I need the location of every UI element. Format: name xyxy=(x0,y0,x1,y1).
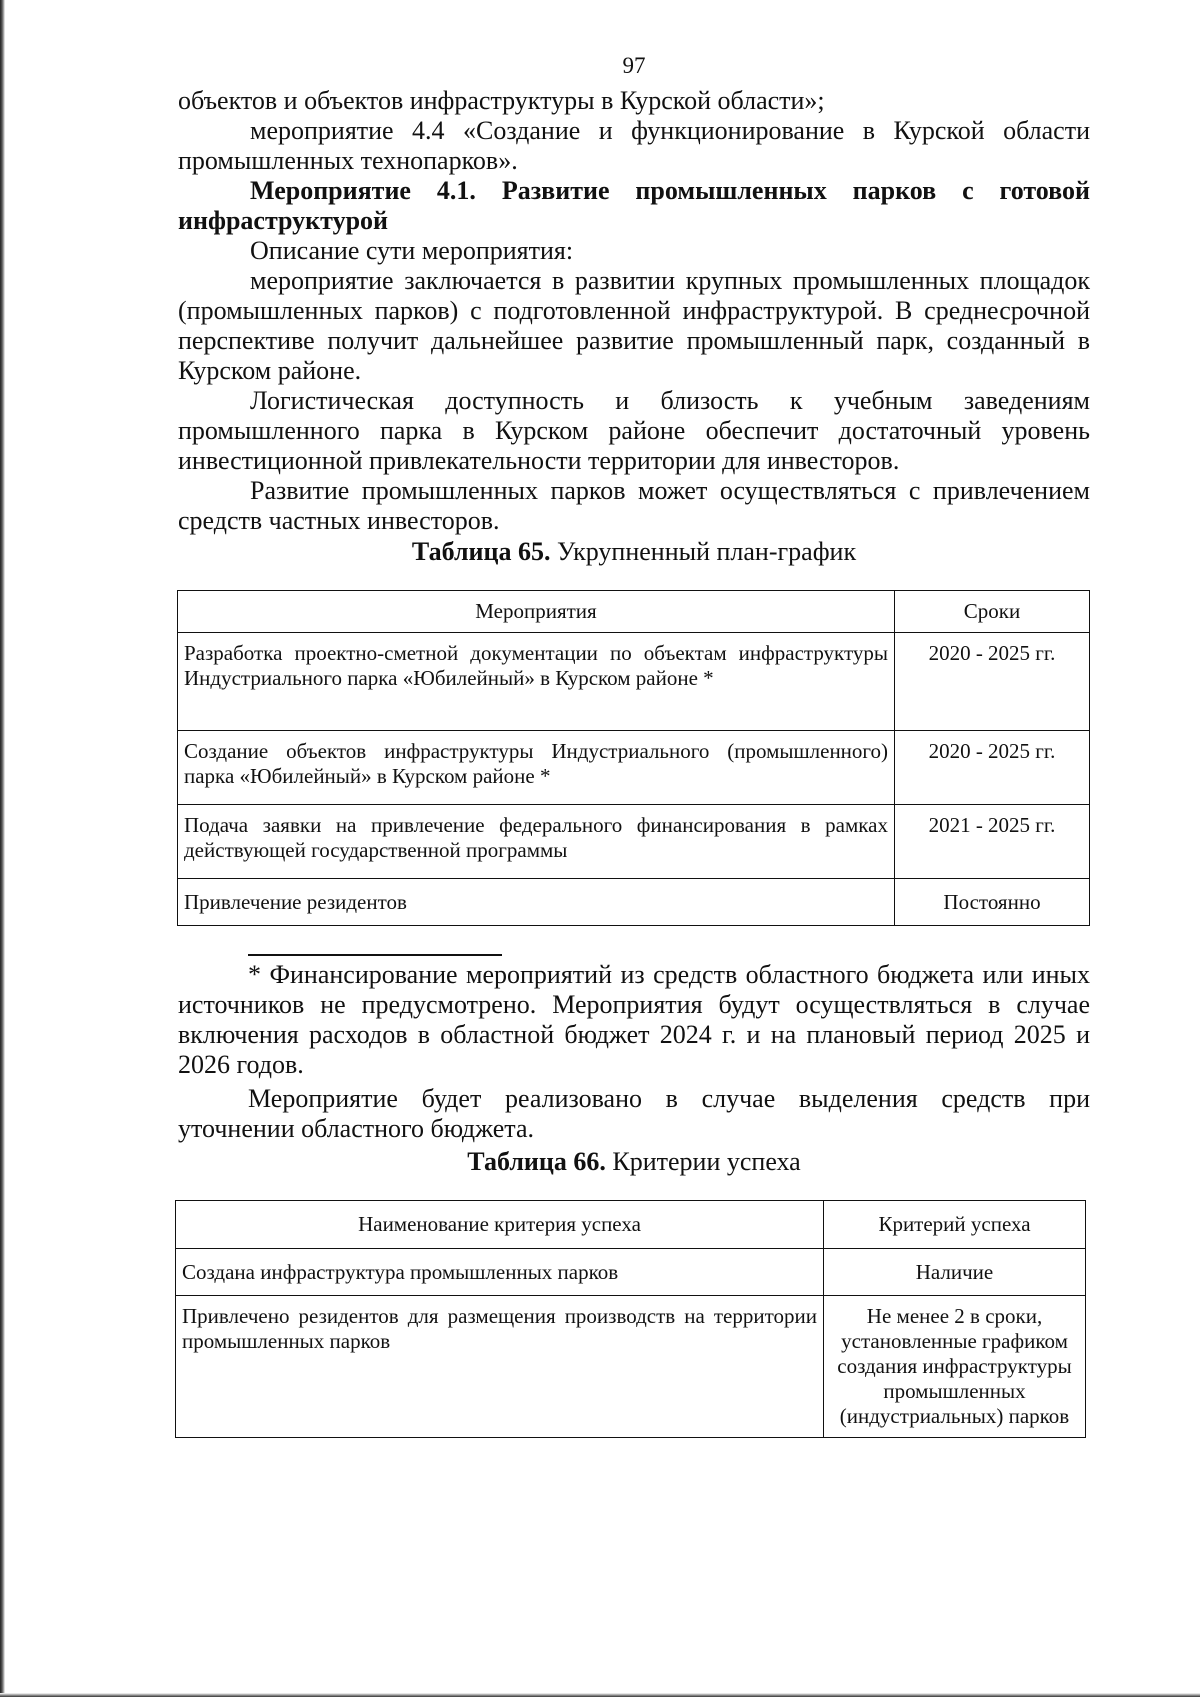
table-cell: Привлечение резидентов xyxy=(178,879,895,926)
table-row xyxy=(178,633,1090,731)
paragraph: Логистическая доступность и близость к учебным заведениям промышленного парка в Курском районе обеспечит достаточный уровень инвестиционной привлекательности территории для инвесторов. xyxy=(178,386,1090,475)
table-header-row xyxy=(178,591,1090,633)
paragraph: Описание сути мероприятия: xyxy=(250,236,574,265)
table-header-cell: Сроки xyxy=(895,591,1090,633)
table-66 xyxy=(175,1200,1086,1438)
section-heading: Мероприятие 4.1. Развитие промышленных парков с готовой инфраструктурой xyxy=(178,176,1090,235)
paragraph: Мероприятие будет реализовано в случае выделения средств при уточнении областного бюджета. xyxy=(178,1084,1090,1143)
table-header-cell: Критерий успеха xyxy=(824,1201,1086,1249)
table-cell: Наличие xyxy=(824,1249,1086,1296)
table-66-caption-title: Критерии успеха xyxy=(605,1147,801,1176)
table-row xyxy=(176,1249,1086,1296)
document-page xyxy=(178,46,1090,1438)
body-text-top xyxy=(178,86,1090,536)
table-row xyxy=(176,1296,1086,1438)
table-row xyxy=(178,805,1090,879)
table-cell: Создание объектов инфраструктуры Индустриального (промышленного) парка «Юбилейный» в Курском районе * xyxy=(178,731,895,805)
table-66-caption xyxy=(178,1146,1090,1178)
table-cell: Подача заявки на привлечение федерального финансирования в рамках действующей государственной программы xyxy=(178,805,895,879)
paragraph: мероприятие заключается в развитии крупных промышленных площадок (промышленных парков) с подготовленной инфраструктурой. В среднесрочной перспективе получит дальнейшее развитие промышленный парк, созданный в Курском районе. xyxy=(178,266,1090,385)
table-cell: Постоянно xyxy=(895,879,1090,926)
table-cell: Разработка проектно-сметной документации по объектам инфраструктуры Индустриального парка «Юбилейный» в Курском районе * xyxy=(178,633,895,731)
table-65-caption-number: Таблица 65. xyxy=(411,537,551,566)
table-header-row xyxy=(176,1201,1086,1249)
table-header-cell: Мероприятия xyxy=(178,591,895,633)
table-65 xyxy=(177,590,1090,926)
table-cell: Не менее 2 в сроки, установленные графиком создания инфраструктуры промышленных (индустриальных) парков xyxy=(824,1296,1086,1438)
footnote: * Финансирование мероприятий из средств областного бюджета или иных источников не предусмотрено. Мероприятия будут осуществляться в случае включения расходов в областной бюджет 2024 г. и на плановый период 2025 и 2026 годов. xyxy=(178,960,1090,1079)
table-cell: 2020 - 2025 гг. xyxy=(895,731,1090,805)
paragraph: объектов и объектов инфраструктуры в Курской области»; xyxy=(178,86,825,115)
table-cell: 2020 - 2025 гг. xyxy=(895,633,1090,731)
table-row xyxy=(178,731,1090,805)
table-header-cell: Наименование критерия успеха xyxy=(176,1201,824,1249)
footnote-rule xyxy=(248,954,502,956)
table-cell: 2021 - 2025 гг. xyxy=(895,805,1090,879)
paragraph: Развитие промышленных парков может осуществляться с привлечением средств частных инвесторов. xyxy=(178,476,1090,535)
scan-edge-left xyxy=(0,0,5,1697)
table-65-caption xyxy=(178,536,1090,568)
table-row xyxy=(178,879,1090,926)
table-66-caption-number: Таблица 66. xyxy=(467,1147,606,1176)
table-cell: Создана инфраструктура промышленных парков xyxy=(176,1249,824,1296)
paragraph: мероприятие 4.4 «Создание и функционирование в Курской области промышленных технопарков». xyxy=(178,116,1090,175)
table-65-caption-title: Укрупненный план-график xyxy=(550,537,857,566)
scan-edge-bottom xyxy=(0,1693,1200,1697)
table-cell: Привлечено резидентов для размещения производств на территории промышленных парков xyxy=(176,1296,824,1438)
page-number: 97 xyxy=(622,53,646,78)
